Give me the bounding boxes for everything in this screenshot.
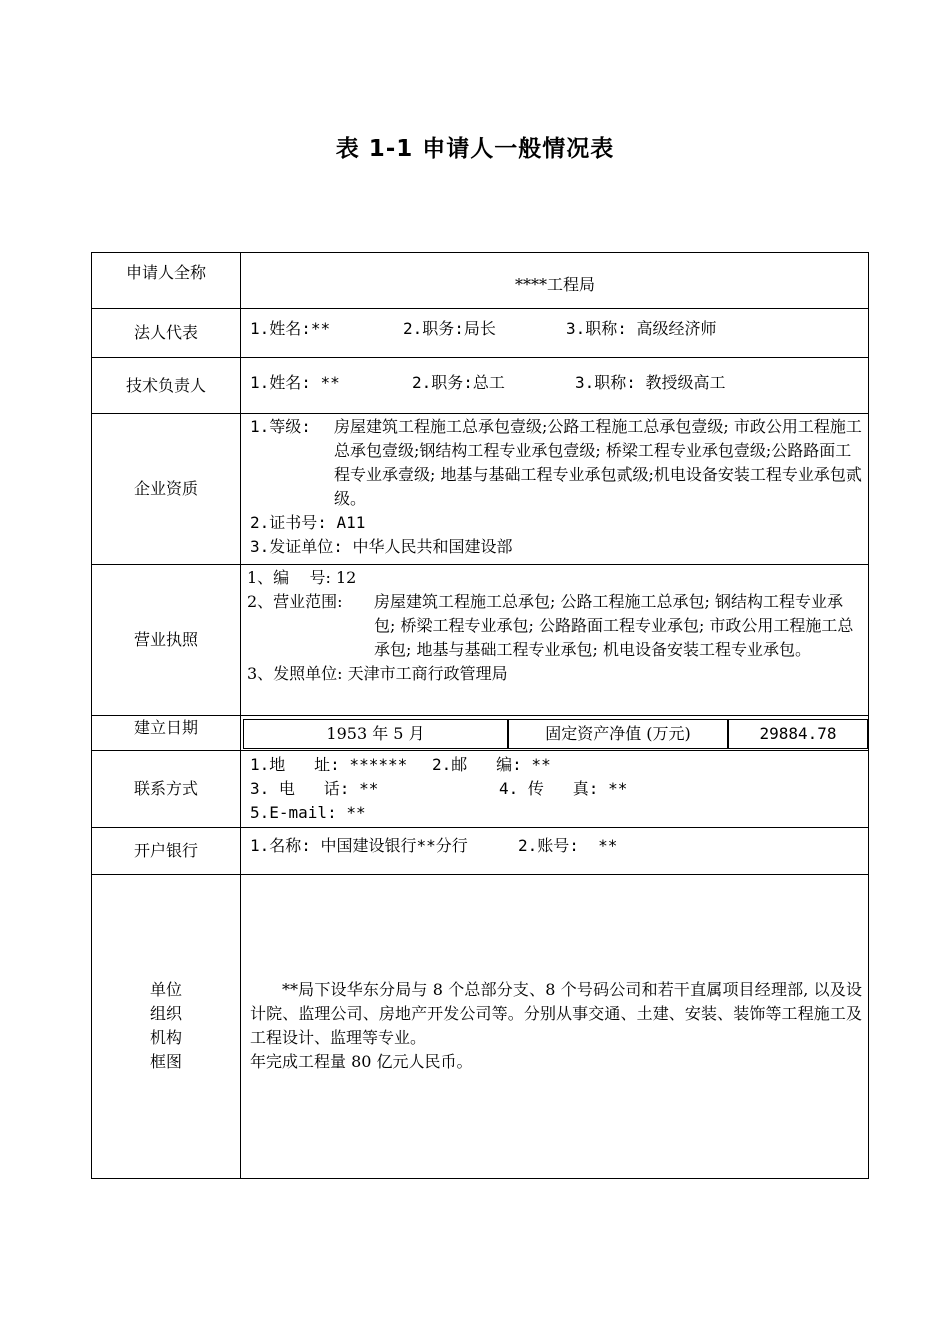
qualification-cert-no: 2.证书号: A11 bbox=[250, 513, 366, 532]
applicant-label: 申请人全称 bbox=[125, 263, 206, 282]
license-label: 营业执照 bbox=[133, 630, 198, 649]
qualification-grade-prefix: 1.等级: bbox=[250, 417, 311, 436]
contact-postcode: 2.邮 编: ** bbox=[432, 755, 551, 774]
applicant-info-table bbox=[91, 252, 869, 1179]
page-title: 表 1-1 申请人一般情况表 bbox=[335, 136, 615, 162]
bank-account: 2.账号: ** bbox=[518, 836, 618, 855]
tech-lead-duty: 2.职务:总工 bbox=[412, 373, 505, 392]
contact-label: 联系方式 bbox=[133, 779, 198, 798]
founded-date: 1953 年 5 月 bbox=[243, 719, 508, 749]
org-chart-label: 单位 组织 机构 框图 bbox=[149, 980, 182, 1071]
bank-label: 开户银行 bbox=[133, 841, 198, 860]
contact-fax: 4. 传 真: ** bbox=[499, 779, 628, 798]
legal-rep-duty: 2.职务:局长 bbox=[403, 319, 496, 338]
tech-lead-name: 1.姓名: ** bbox=[250, 373, 340, 392]
org-annual-output: 年完成工程量 80 亿元人民币。 bbox=[250, 1052, 473, 1071]
contact-address: 1.地 址: ****** bbox=[250, 755, 408, 774]
license-scope-text: 房屋建筑工程施工总承包; 公路工程施工总承包; 钢结构工程专业承包; 桥梁工程专业承包; 公路路面工程专业承包; 市政公用工程施工总承包; 地基与基础工程专业承包; 机电设备安装工程专业承包。 bbox=[374, 592, 854, 659]
contact-phone: 3. 电 话: ** bbox=[250, 779, 379, 798]
legal-rep-label: 法人代表 bbox=[133, 323, 198, 342]
contact-email: 5.E-mail: ** bbox=[250, 803, 366, 822]
qualification-grade-text: 房屋建筑工程施工总承包壹级;公路工程施工总承包壹级; 市政公用工程施工总承包壹级;钢结构工程专业承包壹级; 桥梁工程专业承包壹级;公路路面工程专业承壹级; 地基与基础工程专业承包贰级;机电设备安装工程专业承包贰级。 bbox=[334, 417, 862, 508]
license-number: 1、编 号: 12 bbox=[247, 568, 357, 587]
license-issuer: 3、发照单位: 天津市工商行政管理局 bbox=[247, 664, 508, 683]
assets-value: 29884.78 bbox=[728, 719, 868, 749]
org-paragraph: **局下设华东分局与 8 个总部分支、8 个号码公司和若干直属项目经理部, 以及设计院、监理公司、房地产开发公司等。分别从事交通、土建、安装、装饰等工程施工及工程设计、监理等专业。 bbox=[250, 980, 862, 1047]
qualification-info bbox=[250, 415, 862, 559]
row-divider bbox=[92, 874, 868, 875]
assets-label: 固定资产净值 (万元) bbox=[508, 719, 728, 749]
license-info bbox=[247, 566, 861, 686]
founded-label: 建立日期 bbox=[133, 718, 198, 737]
bank-name: 1.名称: 中国建设银行**分行 bbox=[250, 836, 468, 855]
license-scope-prefix: 2、营业范围: bbox=[247, 592, 343, 611]
column-divider bbox=[240, 253, 241, 1178]
qualification-issuer: 3.发证单位: 中华人民共和国建设部 bbox=[250, 537, 513, 556]
applicant-name: ****工程局 bbox=[514, 275, 595, 294]
legal-rep-name: 1.姓名:** bbox=[250, 319, 331, 338]
legal-rep-title: 3.职称: 高级经济师 bbox=[566, 319, 717, 338]
org-chart-text bbox=[250, 978, 862, 1074]
tech-lead-title: 3.职称: 教授级高工 bbox=[575, 373, 726, 392]
qualification-label: 企业资质 bbox=[133, 479, 198, 498]
tech-lead-label: 技术负责人 bbox=[125, 375, 206, 395]
contact-info bbox=[250, 753, 862, 825]
